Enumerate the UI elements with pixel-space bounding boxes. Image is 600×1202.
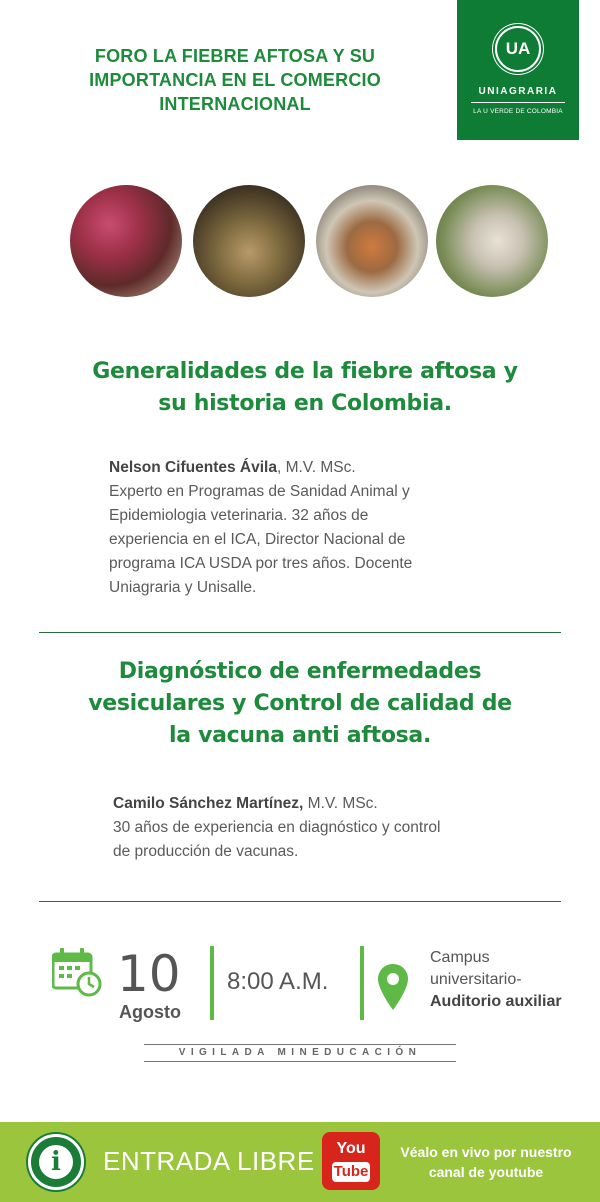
calendar-clock-icon [52,946,102,998]
watch-live-text [398,1142,574,1182]
event-month: Agosto [119,1002,181,1022]
photo-mouth-lesion [70,185,182,297]
speaker-bio-line: de producción de vacunas. [113,843,299,860]
speaker-bio-line: experiencia en el ICA, Director Nacional de [109,531,406,548]
photo-vaccination [436,185,548,297]
speaker-bio-line: Uniagraria y Unisalle. [109,579,257,596]
logo-initials: UA [495,26,541,72]
section-title-line: su historia en Colombia. [158,391,452,416]
youtube-you: You [336,1140,366,1157]
section-title-line: la vacuna anti aftosa. [168,723,432,748]
speaker-name: Camilo Sánchez Martínez, [113,795,304,812]
place-bold: Auditorio auxiliar [430,993,562,1010]
event-day: 10 [117,945,181,1003]
vigilada-mineducacion: VIGILADA MINEDUCACIÓN [144,1044,456,1062]
place-line: universitario- [430,971,522,988]
separator-bar [360,946,364,1020]
youtube-tube: Tube [333,1163,369,1180]
section-title-line: vesiculares y Control de calidad de [88,691,512,716]
speaker-bio-line: Experto en Programas de Sanidad Animal y [109,483,410,500]
info-icon: i [28,1134,84,1190]
footer-banner [0,1122,600,1202]
divider [39,632,561,633]
event-title [40,44,430,116]
watch-live-line: Véalo en vivo por nuestro [400,1144,572,1160]
speaker-bio-line: Epidemiologia veterinaria. 32 años de [109,507,369,524]
speaker-bio-line: 30 años de experiencia en diagnóstico y control [113,819,441,836]
separator-bar [210,946,214,1020]
event-time: 8:00 A.M. [227,968,329,995]
photo-gum-lesion [193,185,305,297]
entrada-libre: ENTRADA LIBRE [103,1146,315,1176]
divider [39,901,561,902]
photo-hoof-lesion [316,185,428,297]
uniagraria-logo [457,0,579,140]
section-2-title [60,656,540,752]
event-place [430,947,595,1013]
speaker-degree: , M.V. MSc. [276,459,356,476]
location-pin-icon [376,962,410,1012]
speaker-degree: M.V. MSc. [303,795,378,812]
speaker-bio-line: programa ICA USDA por tres años. Docente [109,555,413,572]
logo-divider [471,102,565,103]
section-title-line: Diagnóstico de enfermedades [118,659,482,684]
logo-name: UNIAGRARIA [478,86,558,97]
speaker-2 [113,792,493,864]
section-1-title [60,356,550,420]
youtube-icon[interactable] [322,1132,380,1190]
title-line: IMPORTANCIA EN EL COMERCIO [89,70,381,90]
speaker-name: Nelson Cifuentes Ávila [109,459,277,476]
title-line: INTERNACIONAL [159,94,311,114]
logo-slogan: LA U VERDE DE COLOMBIA [473,108,563,115]
watch-live-line: canal de youtube [428,1164,544,1180]
place-line: Campus [430,949,490,966]
section-title-line: Generalidades de la fiebre aftosa y [92,359,518,384]
title-line: FORO LA FIEBRE AFTOSA Y SU [94,46,376,66]
speaker-1 [109,456,489,600]
